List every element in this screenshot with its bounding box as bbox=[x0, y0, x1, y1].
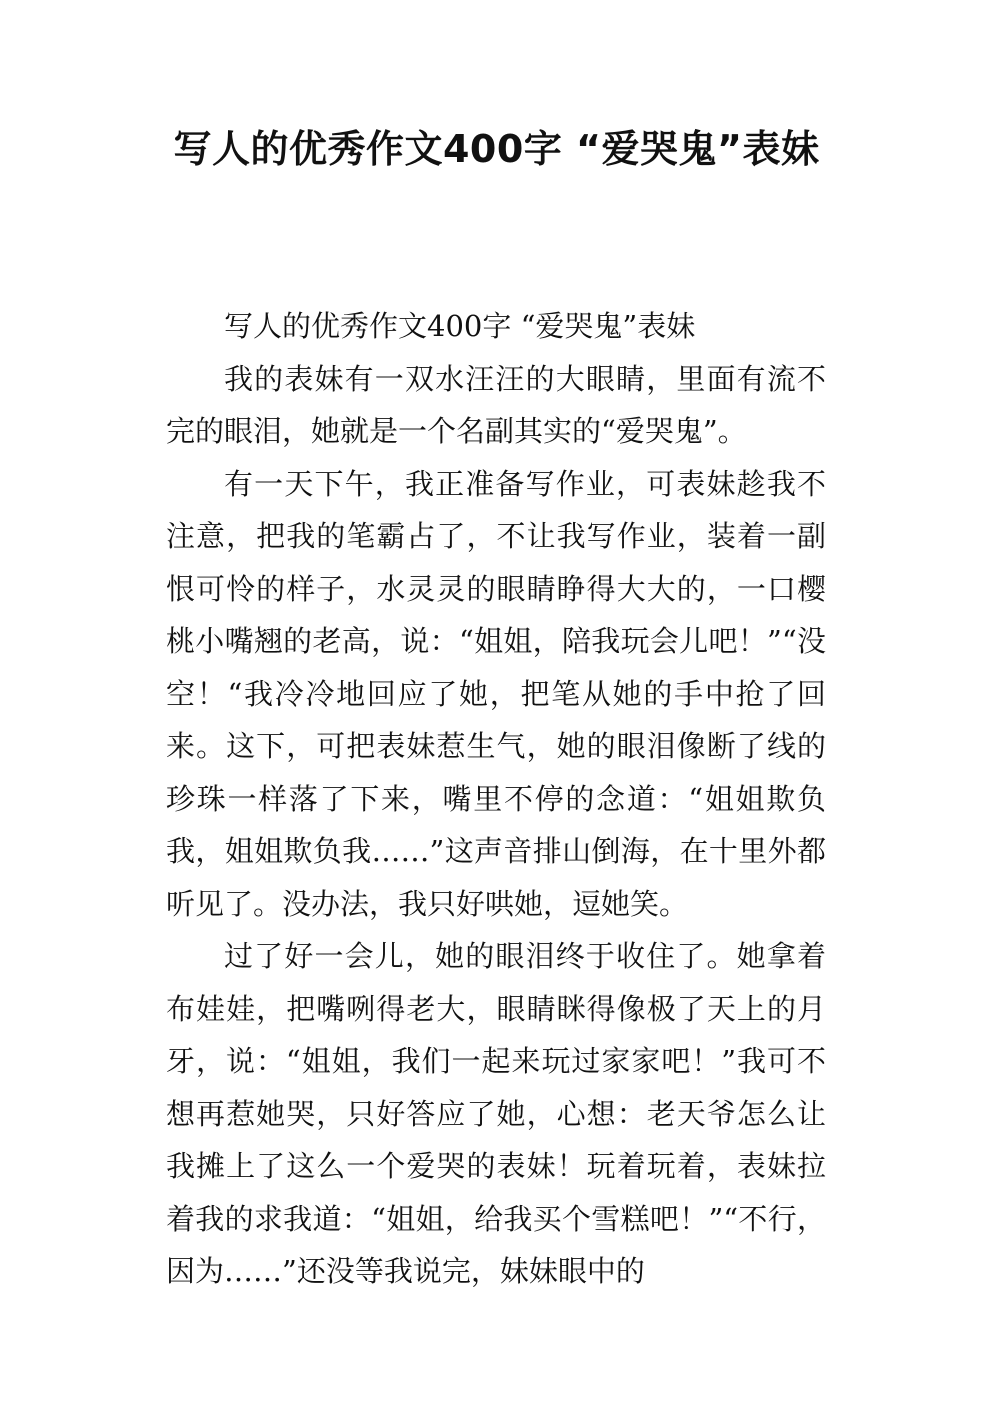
paragraph-intro: 我的表妹有一双水汪汪的大眼睛，里面有流不完的眼泪，她就是一个名副其实的“爱哭鬼”。 bbox=[166, 361, 826, 448]
document-body bbox=[166, 300, 826, 1298]
paragraph-heading-repeat: 写人的优秀作文400字 “爱哭鬼”表妹 bbox=[224, 309, 696, 343]
paragraph-afternoon: 有一天下午，我正准备写作业，可表妹趁我不注意，把我的笔霸占了，不让我写作业，装着一副恨可怜的样子，水灵灵的眼睛睁得大大的，一口樱桃小嘴翘的老高，说：“姐姐，陪我玩会儿吧！”“没空！“我冷冷地回应了她，把笔从她的手中抢了回来。这下，可把表妹惹生气，她的眼泪像断了线的珍珠一样落了下来，嘴里不停的念道：“姐姐欺负我，姐姐欺负我……”这声音排山倒海，在十里外都听见了。没办法，我只好哄她，逗她笑。 bbox=[166, 466, 826, 921]
document-title: 写人的优秀作文400字 “爱哭鬼”表妹 bbox=[173, 127, 820, 171]
paragraph-playing-house: 过了好一会儿，她的眼泪终于收住了。她拿着布娃娃，把嘴咧得老大，眼睛眯得像极了天上的月牙，说：“姐姐，我们一起来玩过家家吧！”我可不想再惹她哭，只好答应了她，心想：老天爷怎么让我摊上了这么一个爱哭的表妹！玩着玩着，表妹拉着我的求我道：“姐姐，给我买个雪糕吧！”“不行，因为……”还没等我说完，妹妹眼中的 bbox=[166, 939, 826, 1288]
